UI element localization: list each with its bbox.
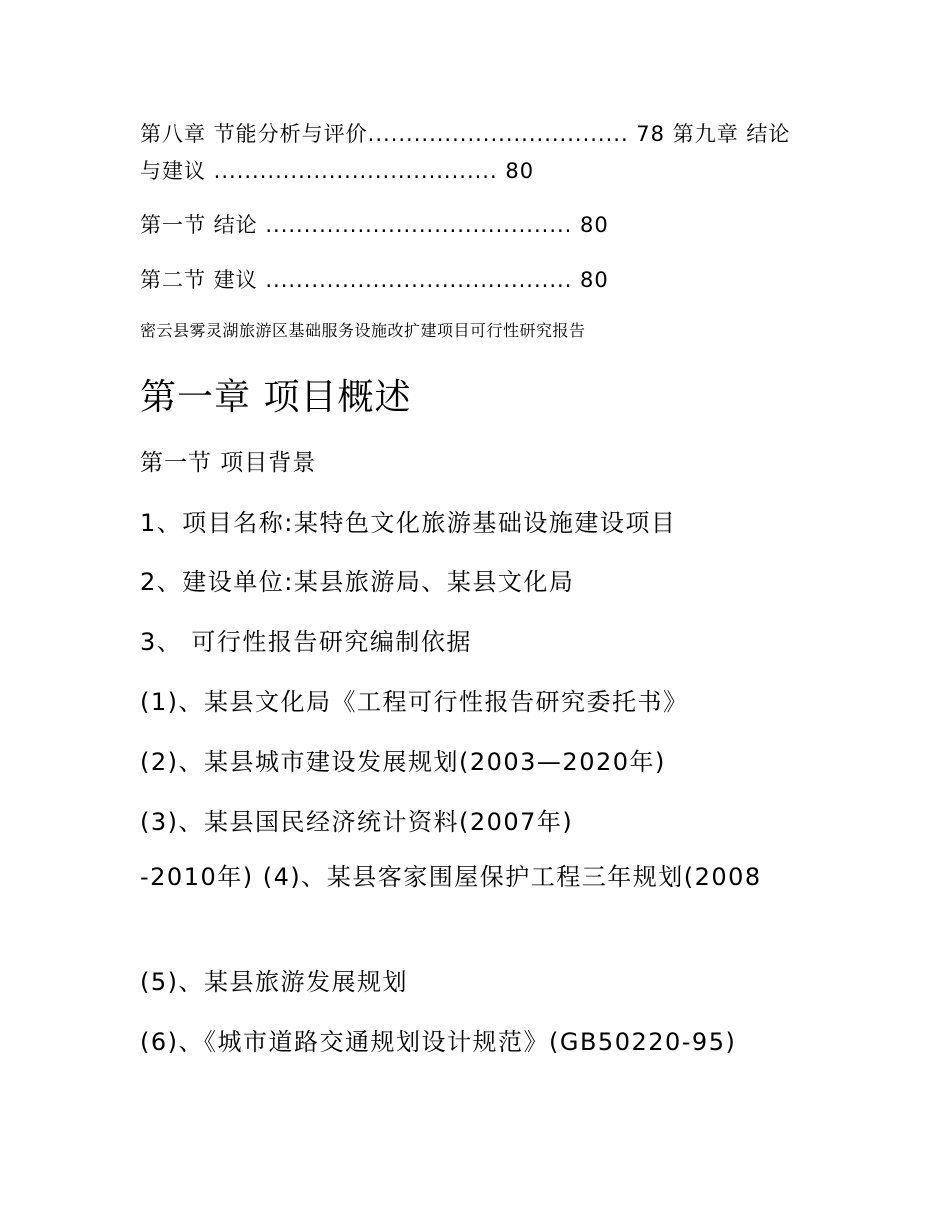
list-item-basis-2: (2)、某县城市建设发展规划(2003—2020年) [140,748,666,776]
toc-entry-chapter-8-9: 第八章 节能分析与评价.................................. 78 第九章 结论与建议 ..................................... 80 [140,122,791,183]
list-item-basis-6: (6)、《城市道路交通规划设计规范》(GB50220-95) [140,1028,737,1056]
list-item-basis-heading: 3、 可行性报告研究编制依据 [140,628,472,656]
list-item-basis-4: -2010年) (4)、某县客家围屋保护工程三年规划(2008 [140,863,762,891]
running-header: 密云县雾灵湖旅游区基础服务设施改扩建项目可行性研究报告 [140,321,586,340]
list-item-project-name: 1、项目名称:某特色文化旅游基础设施建设项目 [140,509,677,537]
list-item-basis-1: (1)、某县文化局《工程可行性报告研究委托书》 [140,688,689,716]
section-title: 第一节 项目背景 [140,450,317,476]
toc-entry-section-2: 第二节 建议 ........................................ 80 [140,268,609,292]
list-item-basis-3: (3)、某县国民经济统计资料(2007年) [140,808,574,836]
chapter-title: 第一章 项目概述 [140,377,412,418]
list-item-basis-5: (5)、某县旅游发展规划 [140,968,408,996]
toc-entry-section-1: 第一节 结论 ........................................ 80 [140,213,609,237]
list-item-construction-unit: 2、建设单位:某县旅游局、某县文化局 [140,568,575,596]
